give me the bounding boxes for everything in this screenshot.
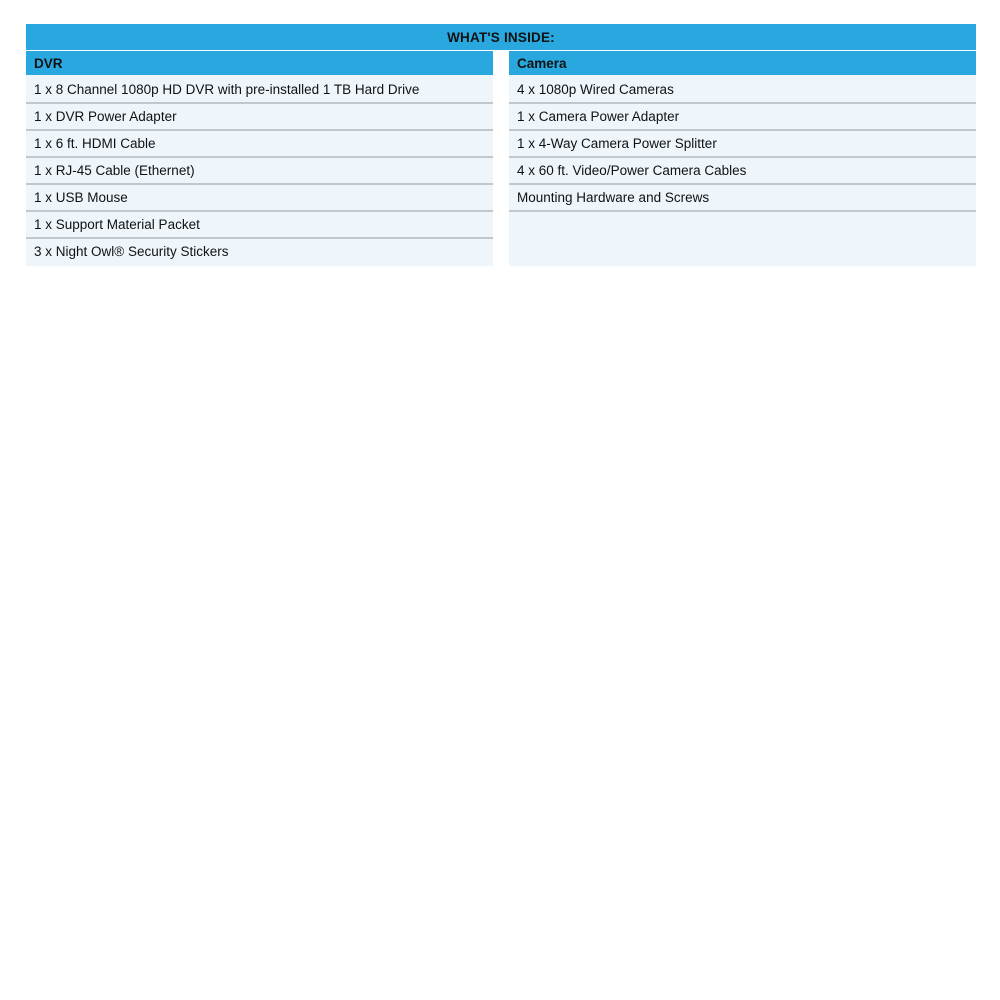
camera-item-list [509,75,976,266]
whats-inside-table [26,24,976,266]
list-item: 1 x 4-Way Camera Power Splitter [509,131,976,158]
list-item: 1 x Support Material Packet [26,212,493,239]
dvr-item-list [26,75,493,266]
dvr-column-header: DVR [26,51,493,75]
list-item: 4 x 60 ft. Video/Power Camera Cables [509,158,976,185]
list-item: Mounting Hardware and Screws [509,185,976,212]
list-item: 1 x USB Mouse [26,185,493,212]
table-columns [26,51,976,266]
list-item: 4 x 1080p Wired Cameras [509,77,976,104]
list-item: 1 x RJ-45 Cable (Ethernet) [26,158,493,185]
list-item: 1 x DVR Power Adapter [26,104,493,131]
camera-column [509,51,976,266]
list-item: 1 x 8 Channel 1080p HD DVR with pre-installed 1 TB Hard Drive [26,77,493,104]
list-item: 1 x 6 ft. HDMI Cable [26,131,493,158]
dvr-column [26,51,493,266]
table-title: WHAT'S INSIDE: [26,24,976,51]
list-item: 3 x Night Owl® Security Stickers [34,244,229,259]
list-item: 1 x Camera Power Adapter [509,104,976,131]
camera-column-header: Camera [509,51,976,75]
